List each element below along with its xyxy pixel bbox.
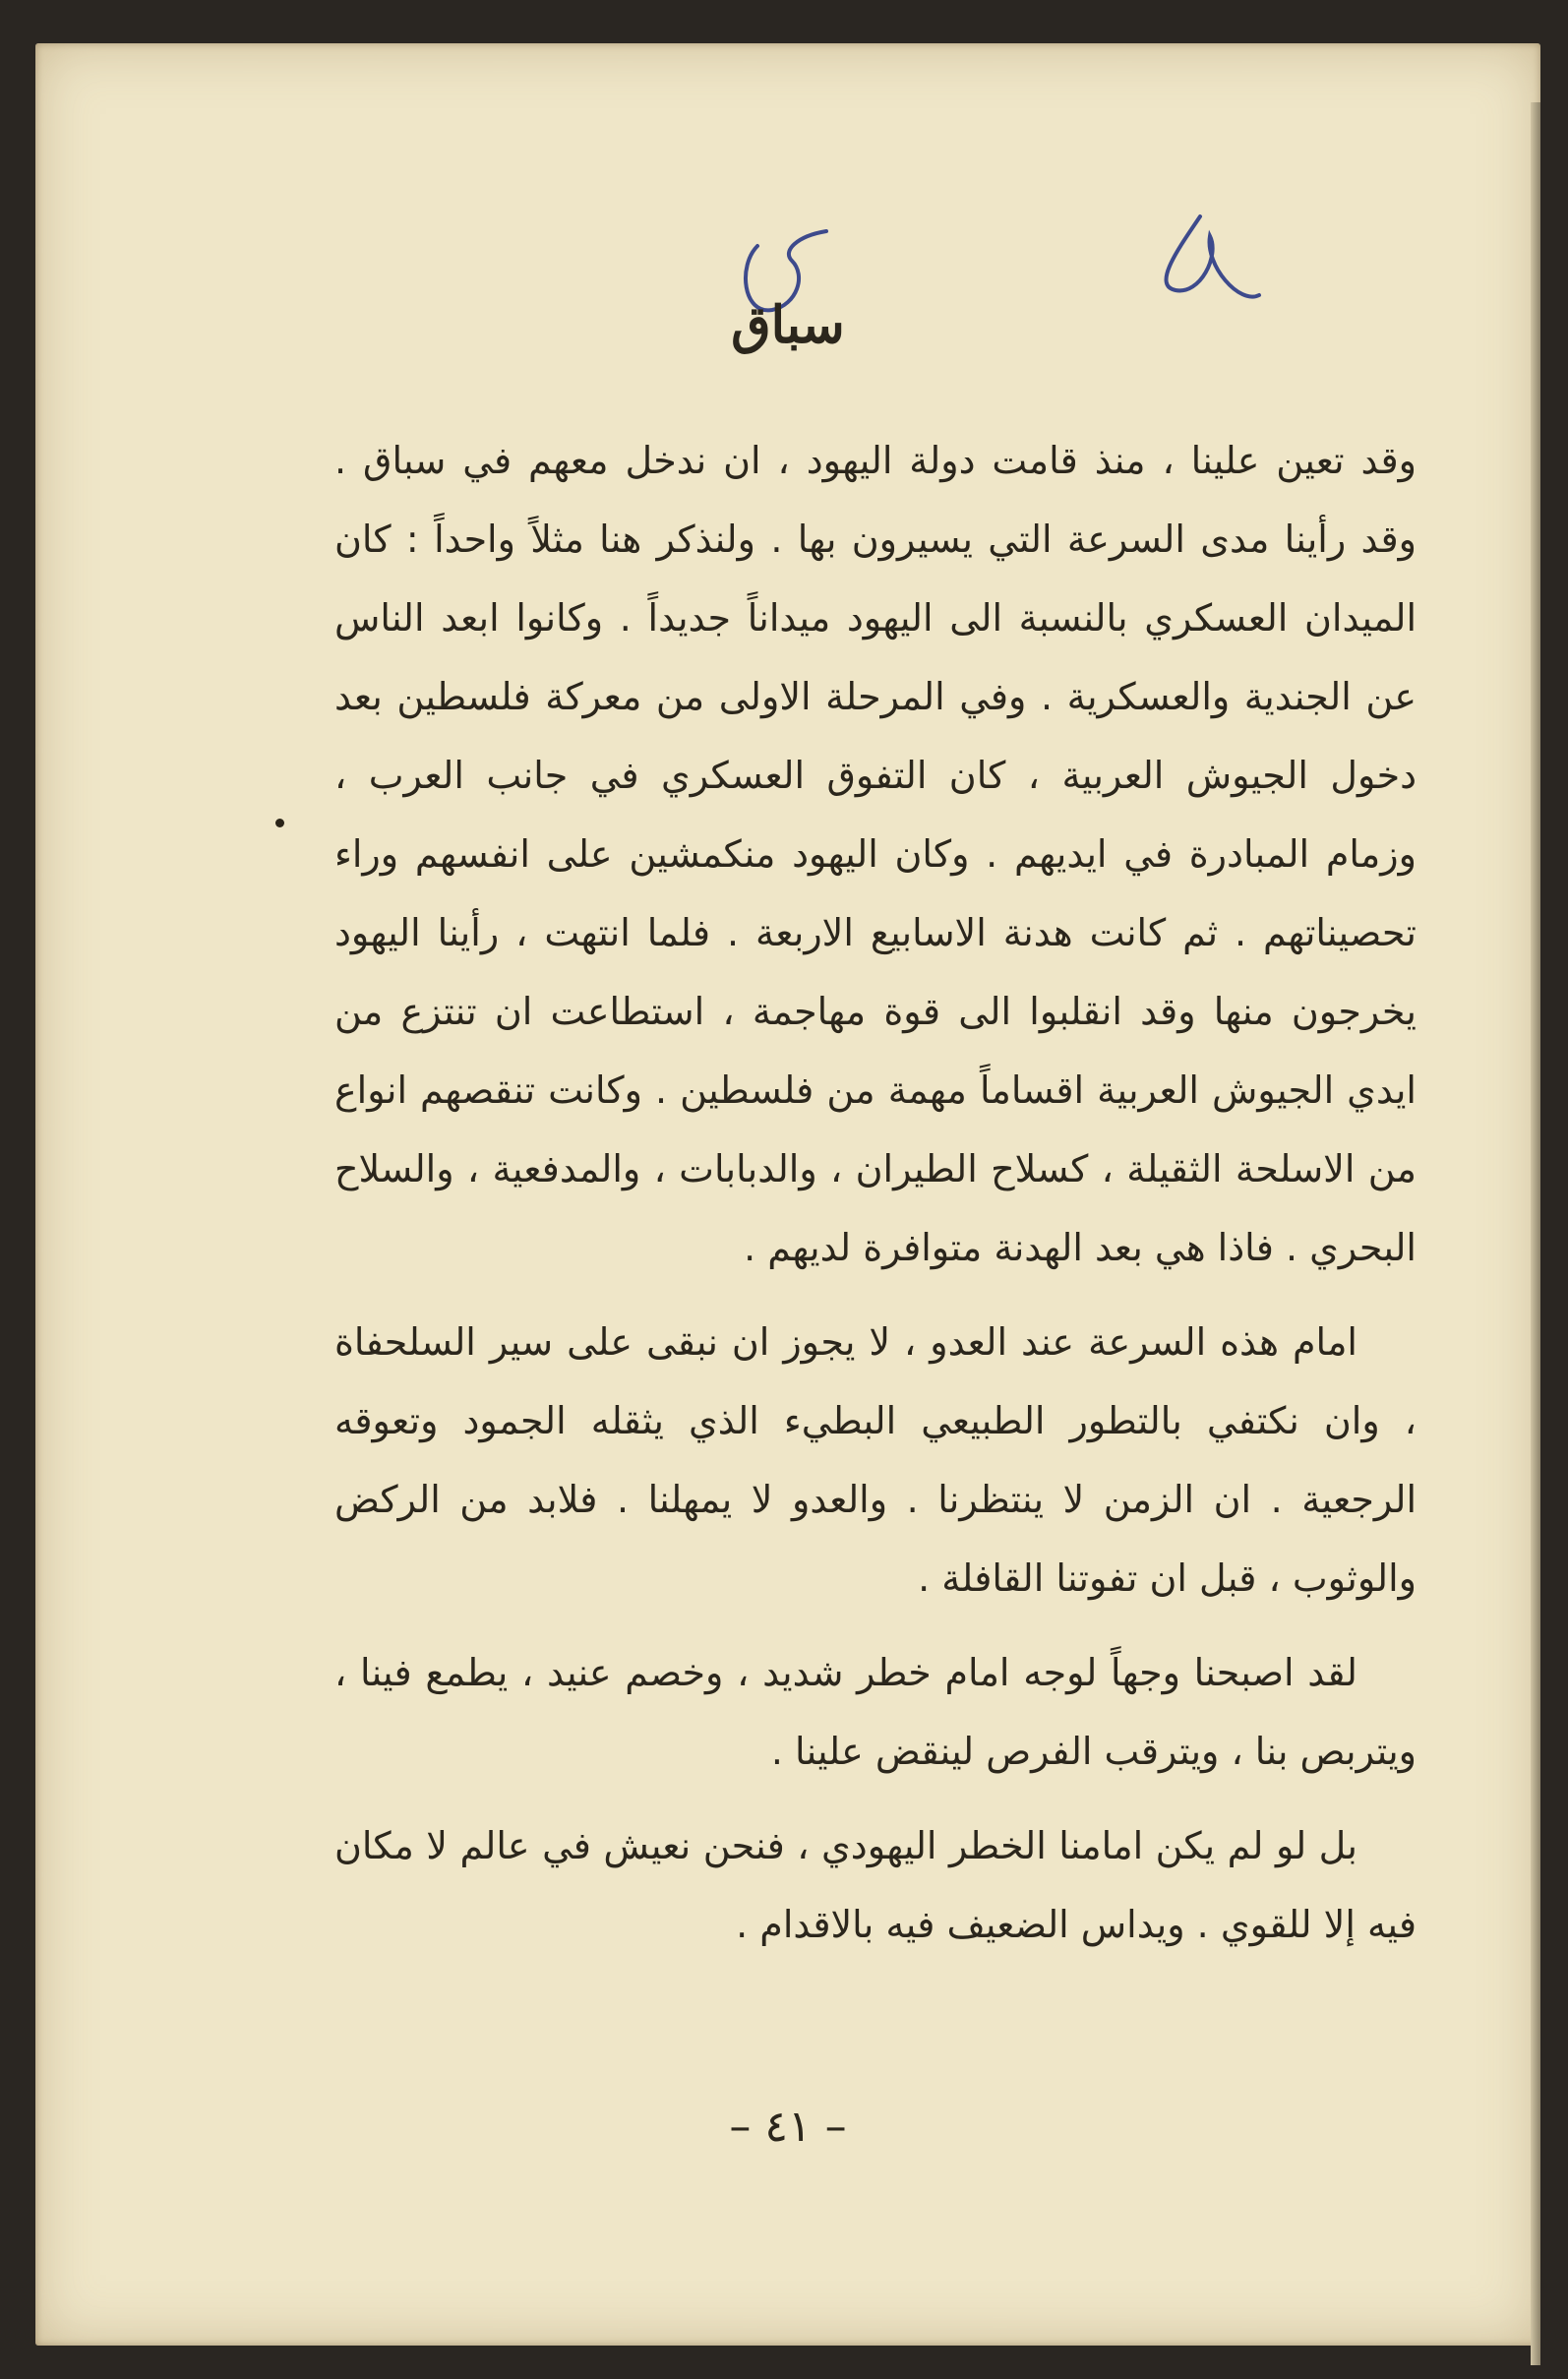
paragraph: وقد تعين علينا ، منذ قامت دولة اليهود ، ان ندخل معهم في سباق . وقد رأينا مدى السرعة التي يسيرون بها . ولنذكر هنا مثلاً واحداً : كان الميدان العسكري بالنسبة الى اليهود ميداناً جديداً . وكانوا ابعد الناس عن الجندية والعسكرية . وفي المرحلة الاولى من معركة فلسطين بعد دخول الجيوش العربية ، كان التفوق العسكري في جانب العرب ، وزمام المبادرة في ايديهم . وكان اليهود منكمشين على انفسهم وراء تحصيناتهم . ثم كانت هدنة الاسابيع الاربعة . فلما انتهت ، رأينا اليهود يخرجون منها وقد انقلبوا الى قوة مهاجمة ، استطاعت ان تنتزع من ايدي الجيوش العربية اقساماً مهمة من فلسطين . وكانت تنقصهم انواع من الاسلحة الثقيلة ، كسلاح الطيران ، والدبابات ، والمدفعية ، والسلاح البحري . فاذا هي بعد الهدنة متوافرة لديهم . <box>334 439 1417 1269</box>
page-number: – ٤١ – <box>729 2102 847 2152</box>
page-edge <box>1531 102 1540 2365</box>
paragraph: بل لو لم يكن امامنا الخطر اليهودي ، فنحن نعيش في عالم لا مكان فيه إلا للقوي . ويداس الضعيف فيه بالاقدام . <box>334 1824 1417 1946</box>
paragraph: لقد اصبحنا وجهاً لوجه امام خطر شديد ، وخصم عنيد ، يطمع فينا ، ويتربص بنا ، ويترقب الفرص لينقض علينا . <box>334 1651 1417 1773</box>
ink-speck <box>275 819 284 827</box>
body-text <box>334 421 1417 1980</box>
page-title: سباق <box>731 295 845 355</box>
paragraph: امام هذه السرعة عند العدو ، لا يجوز ان نبقى على سير السلحفاة ، وان نكتفي بالتطور الطبيعي البطيء الذي يثقله الجمود وتعوقه الرجعية . ان الزمن لا ينتظرنا . والعدو لا يمهلنا . فلابد من الركض والوثوب ، قبل ان تفوتنا القافلة . <box>334 1320 1417 1600</box>
